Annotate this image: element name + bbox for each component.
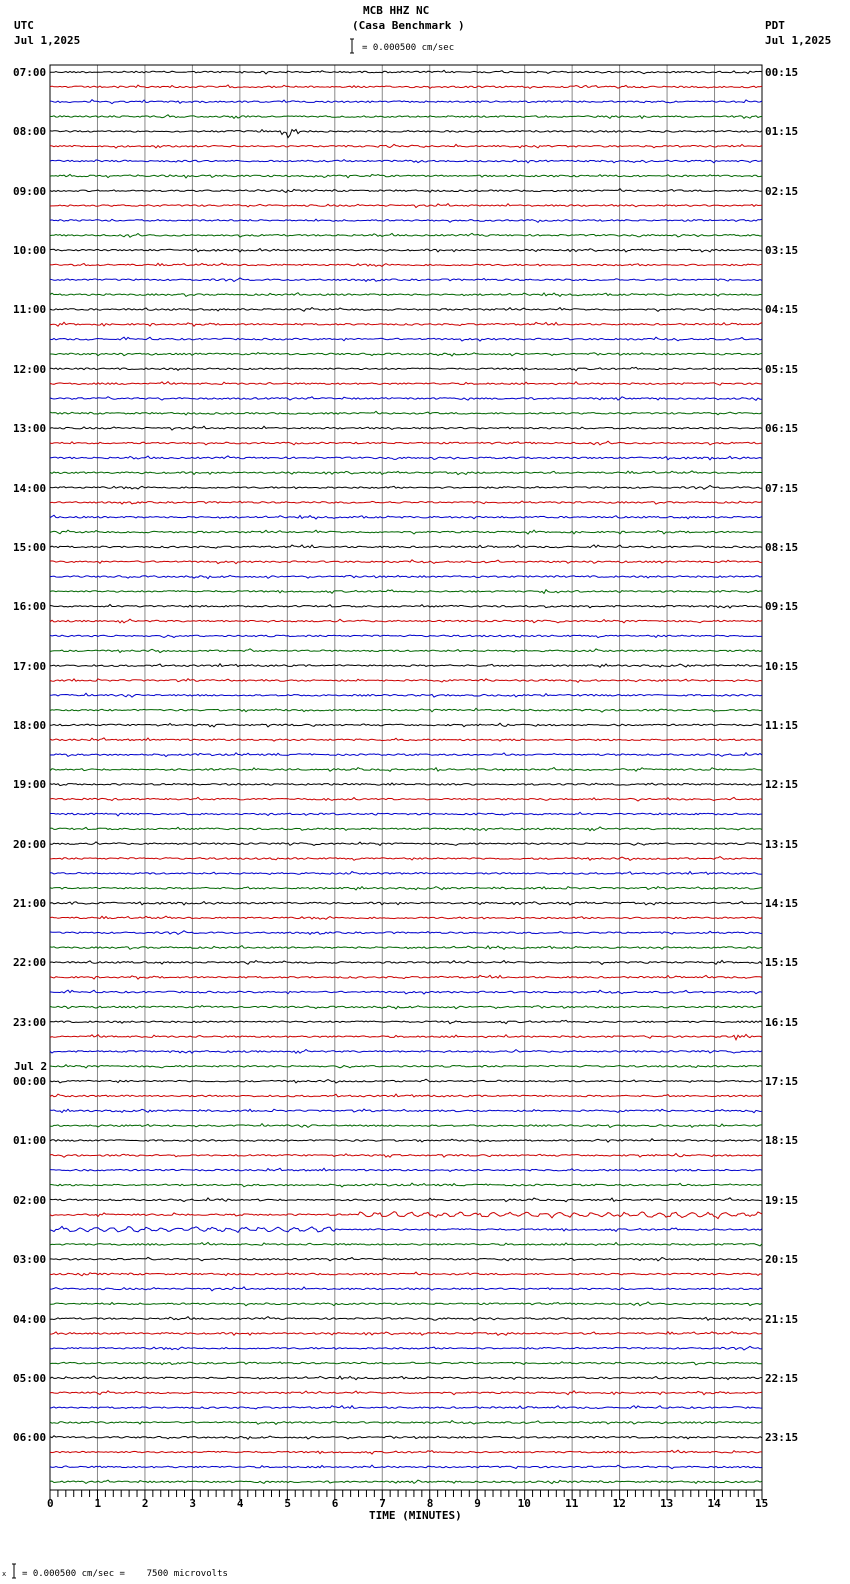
- x-tick-label: 1: [94, 1497, 102, 1510]
- trace-line: [50, 337, 762, 341]
- trace-line: [50, 1034, 762, 1039]
- utc-hour-label: 23:00: [13, 1015, 47, 1029]
- trace-line: [50, 560, 762, 564]
- right-timezone: PDT: [765, 19, 785, 32]
- trace-line: [50, 411, 762, 415]
- trace-line: [50, 1242, 762, 1246]
- trace-line: [50, 308, 762, 312]
- x-tick-label: 5: [284, 1497, 291, 1510]
- utc-hour-label: 13:00: [13, 422, 47, 436]
- trace-line: [50, 1272, 762, 1276]
- trace-line: [50, 382, 762, 386]
- x-tick-label: 13: [660, 1497, 674, 1510]
- trace-line: [50, 530, 762, 534]
- trace-line: [50, 842, 762, 846]
- trace-line: [50, 486, 762, 490]
- trace-line: [50, 1020, 762, 1023]
- trace-line: [50, 1287, 762, 1291]
- trace-line: [50, 575, 762, 578]
- trace-line: [50, 619, 762, 623]
- trace-line: [50, 1079, 762, 1083]
- utc-hour-label: 18:00: [13, 718, 47, 732]
- pdt-hour-label: 11:15: [765, 718, 799, 732]
- trace-line: [50, 160, 762, 163]
- x-tick-label: 7: [379, 1497, 386, 1510]
- trace-line: [50, 931, 762, 935]
- scale-bar-icon: [350, 39, 354, 53]
- utc-hour-label: 19:00: [13, 778, 47, 792]
- pdt-hour-label: 00:15: [765, 66, 799, 79]
- trace-line: [50, 100, 762, 104]
- trace-line: [50, 501, 762, 504]
- pdt-hour-label: 22:15: [765, 1371, 799, 1385]
- utc-hour-label: 05:00: [13, 1371, 47, 1385]
- trace-line: [50, 1436, 762, 1440]
- plot-frame: [50, 65, 762, 1490]
- trace-line: [50, 322, 762, 326]
- x-tick-label: 12: [612, 1497, 626, 1510]
- trace-line: [50, 649, 762, 653]
- trace-line: [50, 1376, 762, 1380]
- trace-line: [50, 590, 762, 594]
- trace-line: [50, 783, 762, 786]
- x-tick-label: 2: [141, 1497, 149, 1510]
- trace-line: [50, 1317, 762, 1321]
- pdt-hour-label: 01:15: [765, 125, 799, 139]
- trace-line: [50, 1183, 762, 1187]
- utc-hour-label: 08:00: [13, 125, 47, 139]
- footer-mark: x: [2, 1570, 7, 1578]
- utc-hour-label: 00:00: [13, 1075, 47, 1089]
- trace-line: [50, 1198, 762, 1202]
- trace-line: [50, 635, 762, 638]
- x-tick-label: 14: [707, 1497, 721, 1510]
- trace-line: [50, 219, 762, 222]
- pdt-hour-label: 03:15: [765, 244, 799, 258]
- trace-line: [50, 827, 762, 831]
- trace-line: [50, 887, 762, 890]
- trace-line: [50, 278, 762, 282]
- trace-line: [50, 1257, 762, 1260]
- trace-line: [50, 902, 762, 906]
- trace-line: [50, 1332, 762, 1336]
- pdt-hour-label: 18:15: [765, 1134, 799, 1148]
- pdt-hour-label: 06:15: [765, 422, 799, 436]
- trace-line: [50, 1212, 762, 1219]
- pdt-hour-label: 04:15: [765, 303, 799, 317]
- utc-hour-label: 21:00: [13, 897, 47, 911]
- trace-line: [50, 1406, 762, 1409]
- trace-line: [50, 515, 762, 519]
- trace-line: [50, 723, 762, 727]
- trace-line: [50, 1421, 762, 1425]
- trace-line: [50, 204, 762, 208]
- trace-line: [50, 1362, 762, 1365]
- pdt-hour-label: 05:15: [765, 362, 799, 376]
- trace-line: [50, 797, 762, 801]
- pdt-hour-label: 20:15: [765, 1253, 799, 1267]
- trace-line: [50, 1480, 762, 1484]
- pdt-hour-label: 13:15: [765, 837, 799, 851]
- trace-line: [50, 426, 762, 430]
- x-tick-label: 8: [426, 1497, 434, 1510]
- trace-line: [50, 812, 762, 816]
- pdt-hour-label: 17:15: [765, 1075, 799, 1089]
- pdt-hour-label: 07:15: [765, 481, 799, 495]
- footer-scale: = 0.000500 cm/sec = 7500 microvolts: [22, 1569, 228, 1579]
- trace-line: [50, 1065, 762, 1068]
- trace-line: [50, 1168, 762, 1171]
- x-tick-label: 3: [189, 1497, 197, 1510]
- pdt-hour-label: 16:15: [765, 1015, 799, 1029]
- trace-line: [50, 85, 762, 89]
- utc-hour-label: 11:00: [13, 303, 47, 317]
- x-tick-label: 9: [474, 1497, 481, 1510]
- trace-line: [50, 708, 762, 712]
- right-date: Jul 1,2025: [765, 34, 832, 47]
- trace-line: [50, 605, 762, 609]
- utc-hour-label: 06:00: [13, 1431, 47, 1445]
- pdt-hour-label: 08:15: [765, 540, 799, 554]
- left-timezone: UTC: [14, 19, 34, 32]
- trace-line: [50, 1050, 762, 1054]
- utc-hour-label: 14:00: [13, 481, 47, 495]
- x-tick-label: 0: [47, 1497, 54, 1510]
- trace-line: [50, 960, 762, 964]
- trace-line: [50, 1139, 762, 1142]
- pdt-hour-label: 19:15: [765, 1193, 799, 1207]
- trace-line: [50, 174, 762, 178]
- trace-line: [50, 946, 762, 950]
- trace-line: [50, 130, 762, 138]
- trace-line: [50, 1391, 762, 1395]
- left-date: Jul 1,2025: [14, 34, 81, 47]
- trace-line: [50, 471, 762, 475]
- pdt-hour-label: 02:15: [765, 184, 799, 198]
- utc-hour-label: 10:00: [13, 244, 47, 258]
- utc-hour-label: 04:00: [13, 1312, 47, 1326]
- trace-line: [50, 249, 762, 252]
- utc-hour-label: 15:00: [13, 540, 47, 554]
- trace-line: [50, 975, 762, 979]
- trace-line: [50, 115, 762, 119]
- trace-line: [50, 441, 762, 445]
- trace-line: [50, 545, 762, 548]
- utc-hour-label: 09:00: [13, 184, 47, 198]
- trace-line: [50, 367, 762, 370]
- trace-line: [50, 679, 762, 683]
- x-tick-label: 4: [236, 1497, 244, 1510]
- trace-line: [50, 753, 762, 757]
- trace-line: [50, 144, 762, 148]
- pdt-hour-label: 10:15: [765, 659, 799, 673]
- trace-line: [50, 872, 762, 875]
- chart-subtitle: (Casa Benchmark ): [352, 19, 465, 32]
- x-tick-label: 11: [565, 1497, 579, 1510]
- pdt-hour-label: 09:15: [765, 600, 799, 614]
- trace-line: [50, 664, 762, 668]
- x-tick-label: 6: [331, 1497, 339, 1510]
- utc-hour-label: 12:00: [13, 362, 47, 376]
- pdt-hour-label: 21:15: [765, 1312, 799, 1326]
- scale-label: = 0.000500 cm/sec: [362, 43, 455, 53]
- pdt-hour-label: 15:15: [765, 956, 799, 970]
- trace-line: [50, 293, 762, 297]
- trace-line: [50, 456, 762, 460]
- trace-line: [50, 1154, 762, 1158]
- utc-hour-label: 01:00: [13, 1134, 47, 1148]
- utc-hour-label: 02:00: [13, 1193, 47, 1207]
- trace-line: [50, 397, 762, 401]
- date-change-label: Jul 2: [14, 1060, 48, 1074]
- trace-line: [50, 263, 762, 266]
- chart-title: MCB HHZ NC: [363, 4, 430, 17]
- trace-line: [50, 1346, 762, 1350]
- pdt-hour-label: 12:15: [765, 778, 799, 792]
- x-tick-label: 15: [755, 1497, 769, 1510]
- trace-line: [50, 1302, 762, 1306]
- trace-line: [50, 768, 762, 772]
- trace-line: [50, 189, 762, 193]
- trace-line: [50, 70, 762, 74]
- pdt-hour-label: 14:15: [765, 897, 799, 911]
- trace-line: [50, 1465, 762, 1469]
- utc-hour-label: 16:00: [13, 600, 47, 614]
- trace-line: [50, 1450, 762, 1454]
- trace-line: [50, 857, 762, 861]
- trace-line: [50, 353, 762, 357]
- pdt-hour-label: 23:15: [765, 1431, 799, 1445]
- trace-line: [50, 990, 762, 994]
- trace-line: [50, 1226, 762, 1232]
- trace-line: [50, 1094, 762, 1097]
- trace-line: [50, 233, 762, 237]
- trace-line: [50, 738, 762, 741]
- utc-hour-label: 07:00: [13, 66, 47, 79]
- utc-hour-label: 03:00: [13, 1253, 47, 1267]
- trace-line: [50, 693, 762, 697]
- trace-line: [50, 1006, 762, 1009]
- trace-line: [50, 1109, 762, 1113]
- x-tick-label: 10: [517, 1497, 531, 1510]
- x-axis-label: TIME (MINUTES): [369, 1509, 462, 1522]
- scale-bar-icon: [12, 1564, 16, 1578]
- trace-line: [50, 1124, 762, 1128]
- utc-hour-label: 22:00: [13, 956, 47, 970]
- trace-line: [50, 916, 762, 919]
- utc-hour-label: 20:00: [13, 837, 47, 851]
- utc-hour-label: 17:00: [13, 659, 47, 673]
